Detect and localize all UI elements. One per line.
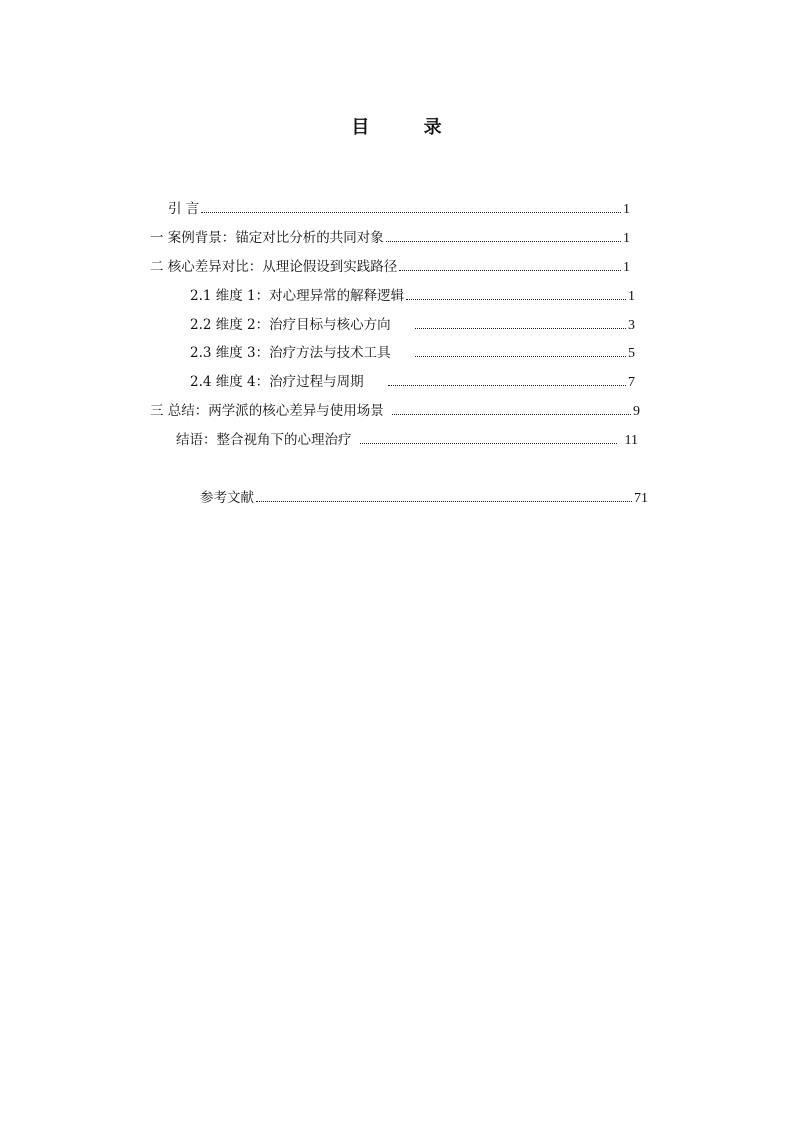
toc-entry-section-2[interactable] (150, 257, 630, 277)
toc-entry-references[interactable] (200, 488, 648, 508)
toc-entry-intro[interactable] (168, 199, 630, 219)
toc-page-number: 11 (624, 433, 638, 448)
toc-entry-label: 2.4 维度 4：治疗过程与周期 (190, 374, 364, 390)
toc-page-number: 5 (628, 346, 635, 361)
toc-entry-label: 2.3 维度 3：治疗方法与技术工具 (190, 345, 391, 361)
toc-leader-dots (392, 402, 631, 415)
toc-entry-label: 参考文献 (200, 490, 254, 506)
toc-leader-dots (201, 200, 621, 213)
toc-entry-label: 引 言 (168, 201, 200, 217)
toc-page-number: 1 (628, 289, 635, 304)
toc-entry-label: 二 核心差异对比：从理论假设到实践路径 (150, 259, 398, 275)
toc-entry-section-3[interactable] (150, 401, 640, 421)
toc-leader-dots (399, 258, 621, 271)
toc-entry-label: 三 总结：两学派的核心差异与使用场景 (150, 403, 384, 419)
toc-entry-section-2-3[interactable] (190, 343, 635, 363)
toc-page-number: 9 (633, 404, 640, 419)
toc-entry-conclusion[interactable] (176, 430, 638, 450)
toc-leader-dots (256, 489, 632, 502)
toc-entry-section-2-4[interactable] (190, 372, 635, 392)
toc-leader-dots (406, 287, 626, 300)
toc-page-number: 7 (628, 375, 635, 390)
toc-entry-section-2-2[interactable] (190, 315, 635, 335)
toc-entry-section-1[interactable] (150, 228, 630, 248)
toc-leader-dots (415, 344, 626, 357)
toc-entry-label: 结语：整合视角下的心理治疗 (176, 432, 352, 448)
toc-leader-dots (388, 373, 626, 386)
toc-page-number: 71 (634, 491, 648, 506)
toc-leader-dots (415, 316, 626, 329)
toc-entry-label: 2.2 维度 2：治疗目标与核心方向 (190, 317, 391, 333)
toc-page-number: 3 (628, 318, 635, 333)
toc-leader-dots (360, 431, 617, 444)
toc-page-number: 1 (623, 260, 630, 275)
toc-entry-section-2-1[interactable] (190, 286, 635, 306)
toc-entry-label: 2.1 维度 1：对心理异常的解释逻辑 (190, 288, 405, 304)
toc-title: 目 录 (351, 117, 466, 138)
toc-page-number: 1 (623, 231, 630, 246)
toc-leader-dots (386, 229, 621, 242)
toc-entry-label: 一 案例背景：锚定对比分析的共同对象 (150, 230, 384, 246)
toc-page-number: 1 (623, 202, 630, 217)
